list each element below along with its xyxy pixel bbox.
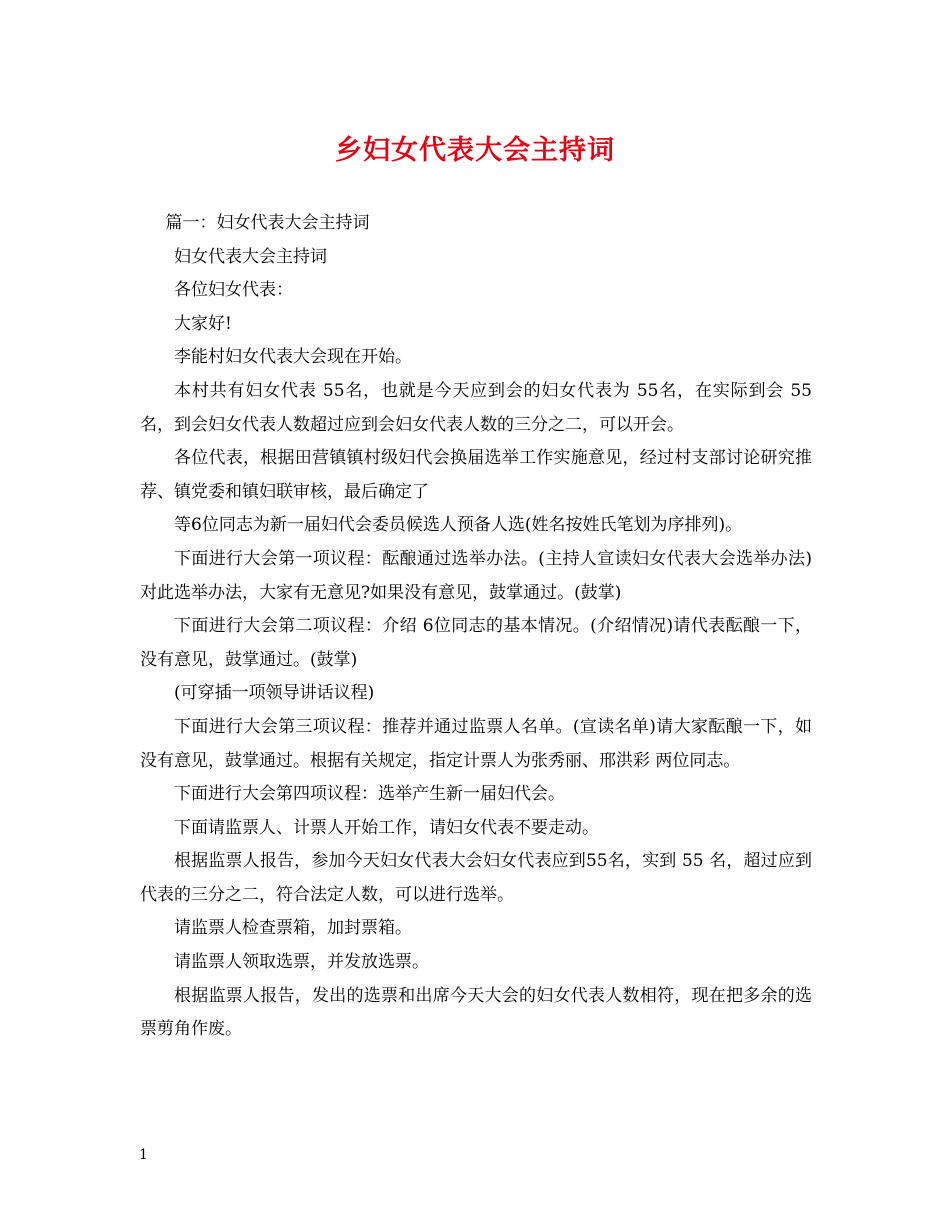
paragraph: 各位代表，根据田营镇镇村级妇代会换届选举工作实施意见，经过村支部讨论研究推荐、镇党委和镇妇联审核，最后确定了 <box>140 448 812 502</box>
paragraph: 下面进行大会第二项议程：介绍 6位同志的基本情况。(介绍情况)请代表酝酿一下，没有意见，鼓掌通过。(鼓掌) <box>140 616 812 670</box>
paragraph: 下面进行大会第四项议程：选举产生新一届妇代会。 <box>174 784 565 805</box>
document-body <box>140 207 812 1047</box>
paragraph: 李能村妇女代表大会现在开始。 <box>174 347 412 368</box>
paragraph: 根据监票人报告，发出的选票和出席今天大会的妇女代表人数相符，现在把多余的选票剪角作废。 <box>140 985 812 1040</box>
paragraph: (可穿插一项领导讲话议程) <box>174 683 375 704</box>
paragraph: 等6位同志为新一届妇代会委员候选人预备人选(姓名按姓氏笔划为序排列)。 <box>174 515 743 536</box>
paragraph: 各位妇女代表： <box>174 280 293 301</box>
paragraph: 大家好! <box>174 313 232 334</box>
paragraph: 下面进行大会第一项议程：酝酿通过选举办法。(主持人宣读妇女代表大会选举办法) 对此选举办法，大家有无意见?如果没有意见，鼓掌通过。(鼓掌) <box>140 548 812 603</box>
paragraph: 妇女代表大会主持词 <box>174 246 327 267</box>
section-heading: 篇一：妇女代表大会主持词 <box>165 213 370 233</box>
page-title: 乡妇女代表大会主持词 <box>335 135 615 166</box>
page-number: 1 <box>139 1147 148 1163</box>
paragraph: 请监票人检查票箱，加封票箱。 <box>174 918 412 939</box>
paragraph: 下面请监票人、计票人开始工作，请妇女代表不要走动。 <box>174 817 599 838</box>
paragraph: 请监票人领取选票，并发放选票。 <box>174 952 429 973</box>
paragraph: 根据监票人报告，参加今天妇女代表大会妇女代表应到55名，实到 55 名，超过应到代表的三分之二，符合法定人数，可以进行选举。 <box>140 851 812 905</box>
paragraph: 下面进行大会第三项议程：推荐并通过监票人名单。(宣读名单)请大家酝酿一下，如没有意见，鼓掌通过。根据有关规定，指定计票人为张秀丽、邢洪彩 两位同志。 <box>140 716 812 771</box>
paragraph: 本村共有妇女代表 55名，也就是今天应到会的妇女代表为 55名，在实际到会 55名，到会妇女代表人数超过应到会妇女代表人数的三分之二，可以开会。 <box>140 380 812 435</box>
